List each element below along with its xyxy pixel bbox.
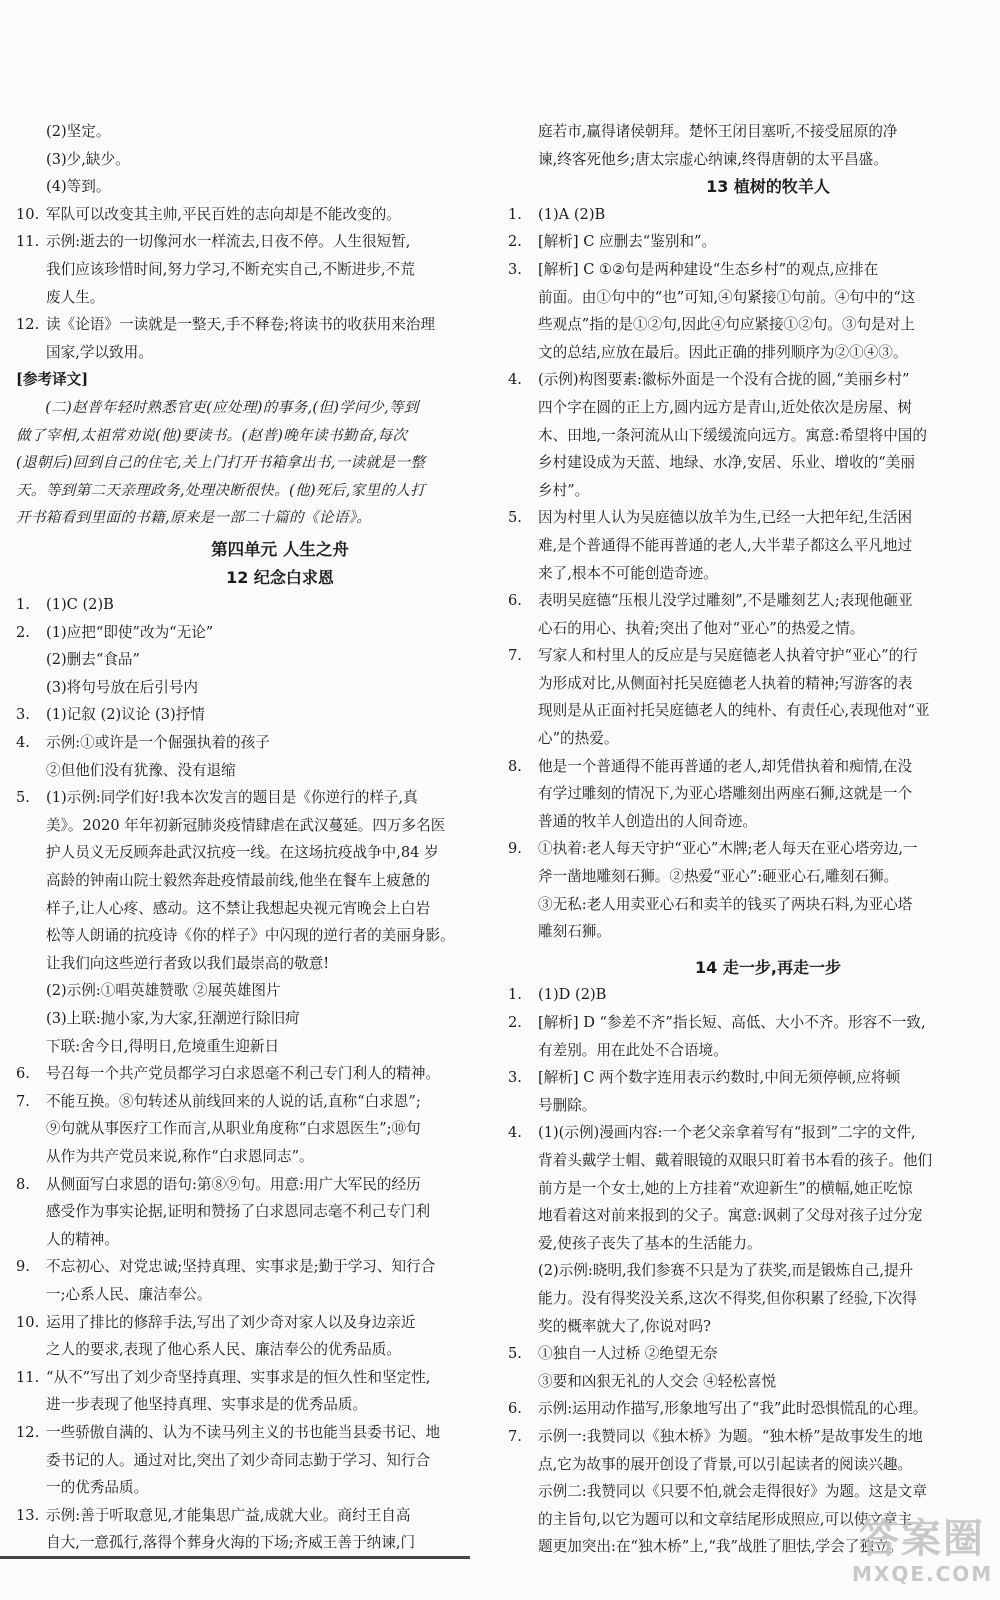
text-line: 点,它为故事的展开创设了背景,可以引起读者的阅读兴趣。 bbox=[538, 1455, 913, 1473]
answer-item bbox=[16, 729, 494, 784]
answer-list-lesson-13 bbox=[508, 201, 978, 946]
text-line: 奖的概率就大了,你说对吗? bbox=[538, 1317, 711, 1335]
text-line: 示例:运用动作描写,形象地写出了“我”此时恐惧慌乱的心理。 bbox=[538, 1400, 928, 1418]
text-line: 一的优秀品质。 bbox=[46, 1479, 149, 1497]
text-line: 自大,一意孤行,落得个葬身火海的下场;齐威王善于纳谏,门 bbox=[46, 1534, 416, 1552]
unit-title: 第四单元 人生之舟 bbox=[211, 539, 349, 559]
answer-list-lesson-12 bbox=[16, 591, 494, 1557]
answer-number: 13. bbox=[16, 1506, 40, 1524]
text-line: 背着头戴学士帽、戴着眼镜的双眼只盯着书本看的孩子。他们 bbox=[538, 1151, 933, 1169]
lesson-12-title: 12 纪念白求恩 bbox=[226, 567, 334, 587]
answer-number: 4. bbox=[508, 371, 522, 389]
answer-item bbox=[508, 256, 978, 366]
text-line: (1)(示例)漫画内容:一个老父亲拿着写有“报到”二字的文件, bbox=[538, 1124, 916, 1142]
answer-item bbox=[508, 1064, 978, 1119]
text-line: 的主旨句,以它为题可以和文章结尾形成照应,可以使文章主 bbox=[538, 1510, 913, 1528]
text-line: 他是一个普通得不能再普通的老人,却凭借执着和痴情,在没 bbox=[538, 757, 913, 775]
answer-item bbox=[508, 642, 978, 752]
answer-item bbox=[16, 228, 494, 311]
watermark-logo bbox=[852, 1516, 992, 1596]
answer-item bbox=[16, 1419, 494, 1502]
answer-number: 1. bbox=[508, 205, 522, 223]
answer-number: 11. bbox=[16, 1368, 40, 1386]
text-line: 谏,终客死他乡;唐太宗虚心纳谏,终得唐朝的太平昌盛。 bbox=[538, 150, 888, 168]
answer-item bbox=[16, 1171, 494, 1254]
text-line: 来了,根本不可能创造奇迹。 bbox=[538, 564, 718, 582]
answer-item bbox=[508, 1340, 978, 1395]
text-line: (1)示例:同学们好!我本次发言的题目是《你逆行的样子,真 bbox=[46, 789, 418, 807]
text-line: 为形成对比,从侧面衬托吴庭德老人执着的精神;写游客的表 bbox=[538, 674, 913, 692]
text-line: ⑨句就从事医疗工作而言,从职业角度称“白求恩医生”;⑩句 bbox=[46, 1120, 421, 1138]
text-line: 前方是一个女士,她的上方挂着“欢迎新生”的横幅,她正吃惊 bbox=[538, 1179, 913, 1197]
answer-item bbox=[16, 201, 494, 229]
answer-number: 8. bbox=[508, 757, 522, 775]
answer-list-lesson-14 bbox=[508, 981, 978, 1560]
answer-number: 10. bbox=[16, 205, 40, 223]
answer-item bbox=[16, 1060, 494, 1088]
lesson-14-title: 14 走一步,再走一步 bbox=[695, 957, 841, 977]
text-line: 乡村建设成为天蓝、地绿、水净,安居、乐业、增收的“美丽 bbox=[538, 454, 915, 472]
answer-item bbox=[16, 311, 494, 366]
answer-item bbox=[16, 1253, 494, 1308]
text-line: 四个字在圆的正上方,圆内远方是青山,近处依次是房屋、树 bbox=[538, 398, 913, 416]
text-line: 我们应该珍惜时间,努力学习,不断充实自己,不断进步,不荒 bbox=[46, 260, 415, 278]
text-line: 文的总结,应放在最后。因此正确的排列顺序为②①④③。 bbox=[538, 343, 908, 361]
text-line: 一;心系人民、廉洁奉公。 bbox=[46, 1285, 212, 1303]
text-line: (2)示例:晓明,我们参赛不只是为了获奖,而是锻炼自己,提升 bbox=[538, 1262, 914, 1280]
text-line: 地看着这对前来报到的父子。寓意:讽刺了父母对孩子过分宠 bbox=[538, 1207, 923, 1225]
text-line: 之人的要求,表现了他心系人民、廉洁奉公的优秀品质。 bbox=[46, 1341, 401, 1359]
answer-number: 6. bbox=[16, 1065, 30, 1083]
text-line: [解析] D “参差不齐”指长短、高低、大小不齐。形容不一致, bbox=[538, 1014, 926, 1031]
right-column bbox=[508, 118, 978, 1561]
text-line: 难,是个普通得不能再普通的老人,大半辈子都这么平凡地过 bbox=[538, 536, 913, 554]
answer-item bbox=[508, 504, 978, 587]
text-line: ③要和凶狠无礼的人交会 ④轻松喜悦 bbox=[538, 1372, 777, 1390]
reference-translation bbox=[16, 394, 494, 532]
answer-number: 1. bbox=[508, 986, 522, 1004]
text-line: 能力。没有得奖没关系,这次不得奖,但你积累了经验,下次得 bbox=[538, 1289, 917, 1307]
answer-number: 5. bbox=[16, 789, 30, 807]
text-line: 题更加突出:在“独木桥”上,“我”战胜了胆怯,学会了独立。 bbox=[538, 1538, 904, 1556]
answer-item bbox=[508, 1009, 978, 1064]
text-line: 有差别。用在此处不合语境。 bbox=[538, 1041, 728, 1059]
text-line: ①独自一人过桥 ②绝望无奈 bbox=[538, 1345, 718, 1363]
translation-line: 开书箱看到里面的书籍,原来是一部二十篇的《论语》。 bbox=[16, 509, 372, 527]
right-top-lines bbox=[508, 118, 978, 173]
text-line: 示例:善于听取意见,才能集思广益,成就大业。商纣王自高 bbox=[46, 1506, 411, 1524]
text-line: (2)坚定。 bbox=[46, 123, 111, 140]
text-line: (2)删去“食品” bbox=[46, 651, 140, 669]
text-line: ③无私:老人用卖亚心石和卖羊的钱买了两块石料,为亚心塔 bbox=[538, 895, 913, 913]
text-line: 读《论语》一读就是一整天,手不释卷;将读书的收获用来治理 bbox=[46, 316, 435, 334]
answer-item bbox=[508, 587, 978, 642]
text-line: (1)应把“即使”改为“无论” bbox=[46, 623, 214, 641]
text-line: 号删除。 bbox=[538, 1096, 597, 1114]
text-line: 样子,让人心疼、感动。这不禁让我想起央视元宵晚会上白岩 bbox=[46, 899, 431, 917]
answer-number: 1. bbox=[16, 596, 30, 614]
text-line: [解析] C 应删去“鉴别和”。 bbox=[538, 233, 717, 251]
text-line: 号召每一个共产党员都学习白求恩毫不利己专门利人的精神。 bbox=[46, 1065, 441, 1083]
text-line: 委书记的人。通过对比,突出了刘少奇同志勤于学习、知行合 bbox=[46, 1451, 431, 1469]
answer-number: 2. bbox=[16, 623, 30, 641]
text-line: (3)将句号放在后引号内 bbox=[46, 678, 199, 696]
text-line: (2)示例:①唱英雄赞歌 ②展英雄图片 bbox=[46, 982, 281, 1000]
lesson-13-title: 13 植树的牧羊人 bbox=[706, 177, 830, 197]
text-line: 些观点”指的是①②句,因此④句应紧接①②句。③句是对上 bbox=[538, 316, 915, 334]
text-line: (1)记叙 (2)议论 (3)抒情 bbox=[46, 706, 205, 724]
text-line: 斧一凿地雕刻石狮。②热爱“亚心”:砸亚心石,雕刻石狮。 bbox=[538, 868, 899, 886]
translation-line: 天。等到第二天亲理政务,处理决断很快。(他)死后,家里的人打 bbox=[16, 481, 426, 499]
text-line: 示例二:我赞同以《只要不怕,就会走得很好》为题。这是文章 bbox=[538, 1483, 927, 1501]
text-line: 示例一:我赞同以《独木桥》为题。“独木桥”是故事发生的地 bbox=[538, 1427, 923, 1445]
answer-item bbox=[508, 366, 978, 504]
answer-number: 7. bbox=[508, 1427, 522, 1445]
answer-number: 3. bbox=[16, 706, 30, 724]
text-line: 庭若市,赢得诸侯朝拜。楚怀王闭目塞听,不接受屈原的净 bbox=[538, 123, 898, 140]
translation-line: 做了宰相,太祖常劝说(他)要读书。(赵普)晚年读书勤奋,每次 bbox=[16, 426, 408, 444]
text-line: 示例:①或许是一个倔强执着的孩子 bbox=[46, 734, 270, 752]
text-line: 一些骄傲自满的、认为不读马列主义的书也能当县委书记、地 bbox=[46, 1423, 441, 1441]
answer-number: 6. bbox=[508, 1400, 522, 1418]
answer-number: 8. bbox=[16, 1175, 30, 1193]
answer-number: 9. bbox=[508, 840, 522, 858]
answer-number: 5. bbox=[508, 509, 522, 527]
answer-item bbox=[16, 1088, 494, 1171]
text-line: 有学过雕刻的情况下,为亚心塔雕刻出两座石狮,这就是一个 bbox=[538, 785, 913, 803]
text-line: (示例)构图要素:徽标外面是一个没有合拢的圆,“美丽乡村” bbox=[538, 371, 910, 389]
answer-number: 10. bbox=[16, 1313, 40, 1331]
answer-number: 12. bbox=[16, 1423, 40, 1441]
text-line: 因为村里人认为吴庭德以放羊为生,已经一大把年纪,生活困 bbox=[538, 509, 913, 527]
text-line: (1)A (2)B bbox=[538, 205, 606, 223]
text-line: 进一步表现了他坚持真理、实事求是的优秀品质。 bbox=[46, 1396, 368, 1414]
text-line: 现则是从正面衬托吴庭德老人的纯朴、有责任心,表现他对“亚 bbox=[538, 702, 930, 720]
text-line: 让我们向这些逆行者致以我们最崇高的敬意! bbox=[46, 954, 330, 972]
text-line: “从不”写出了刘少奇坚持真理、实事求是的恒久性和坚定性, bbox=[46, 1368, 431, 1386]
answer-item bbox=[508, 1395, 978, 1423]
text-line: 护人员义无反顾奔赴武汉抗疫一线。在这场抗疫战争中,84 岁 bbox=[46, 844, 439, 862]
answer-number: 4. bbox=[16, 734, 30, 752]
text-line: (4)等到。 bbox=[46, 178, 111, 196]
text-line: 松等人朗诵的抗疫诗《你的样子》中闪现的逆行者的美丽身影。 bbox=[46, 927, 455, 945]
text-line: 爱,使孩子丧失了基本的生活能力。 bbox=[538, 1234, 762, 1252]
text-line: (1)C (2)B bbox=[46, 596, 114, 614]
text-line: 乡村”。 bbox=[538, 481, 590, 499]
text-line: 人的精神。 bbox=[46, 1230, 119, 1248]
watermark-url: MXQE.COM bbox=[852, 1562, 994, 1586]
text-line: 废人生。 bbox=[46, 288, 105, 306]
watermark-text: 答案圈 bbox=[859, 1516, 985, 1562]
answer-item bbox=[508, 1119, 978, 1340]
left-column bbox=[16, 118, 494, 1557]
text-line: 心”的热爱。 bbox=[538, 730, 619, 748]
answer-item bbox=[508, 201, 978, 229]
answer-item bbox=[16, 1364, 494, 1419]
text-line: 不忘初心、对党忠诚;坚持真理、实事求是;勤于学习、知行合 bbox=[46, 1258, 436, 1276]
text-line: 下联:舍今日,得明日,危境重生迎新日 bbox=[46, 1037, 280, 1055]
answer-number: 7. bbox=[508, 647, 522, 665]
answer-item bbox=[508, 835, 978, 945]
answer-number: 9. bbox=[16, 1258, 30, 1276]
text-line: 感受作为事实论据,证明和赞扬了白求恩同志毫不利己专门利 bbox=[46, 1203, 431, 1221]
answer-number: 12. bbox=[16, 316, 40, 334]
answer-item bbox=[16, 1502, 494, 1557]
text-line: 从作为共产党员来说,称作“白求恩同志”。 bbox=[46, 1147, 314, 1165]
text-line: 示例:逝去的一切像河水一样流去,日夜不停。人生很短暂, bbox=[46, 233, 411, 251]
text-line: [解析] C ①②句是两种建设“生态乡村”的观点,应排在 bbox=[538, 260, 879, 278]
text-line: ①执着:老人每天守护“亚心”木牌;老人每天在亚心塔旁边,一 bbox=[538, 840, 918, 858]
text-line: 从侧面写白求恩的语句:第⑧⑨句。用意:用广大军民的经历 bbox=[46, 1175, 421, 1193]
text-line: 高龄的钟南山院士毅然奔赴疫情最前线,他坐在餐车上疲惫的 bbox=[46, 872, 431, 890]
answer-item bbox=[508, 228, 978, 256]
answer-item bbox=[16, 619, 494, 702]
text-line: 木、田地,一条河流从山下缓缓流向远方。寓意:希望将中国的 bbox=[538, 426, 927, 444]
text-line: [解析] C 两个数字连用表示约数时,中间无须停顿,应将顿 bbox=[538, 1069, 901, 1087]
translation-line: (退朝后)回到自己的住宅,关上门打开书箱拿出书,一读就是一整 bbox=[16, 454, 426, 472]
answer-item bbox=[16, 784, 494, 1060]
answer-item bbox=[508, 981, 978, 1009]
text-line: 表明吴庭德“压根儿没学过雕刻”,不是雕刻艺人;表现他砸亚 bbox=[538, 592, 913, 610]
answer-number: 2. bbox=[508, 233, 522, 251]
text-line: (1)D (2)B bbox=[538, 986, 607, 1004]
text-line: 不能互换。⑧句转述从前线回来的人说的话,直称“白求恩”; bbox=[46, 1092, 421, 1110]
text-line: ②但他们没有犹豫、没有退缩 bbox=[46, 761, 236, 779]
reference-translation-label: [参考译文] bbox=[16, 371, 89, 389]
text-line: 心石的用心、执着;突出了他对“亚心”的热爱之情。 bbox=[538, 619, 865, 637]
answer-number: 7. bbox=[16, 1092, 30, 1110]
text-line: 写家人和村里人的反应是与吴庭德老人执着守护“亚心”的行 bbox=[538, 647, 918, 665]
text-line: 普通的牧羊人创造出的人间奇迹。 bbox=[538, 812, 757, 830]
answer-item bbox=[16, 701, 494, 729]
left-top-lines bbox=[16, 118, 494, 201]
text-line: (3)上联:抛小家,为大家,狂潮逆行除旧疴 bbox=[46, 1010, 300, 1027]
answer-list-a bbox=[16, 201, 494, 367]
answer-item bbox=[16, 591, 494, 619]
text-line: 雕刻石狮。 bbox=[538, 923, 611, 941]
answer-number: 3. bbox=[508, 260, 522, 278]
text-line: 国家,学以致用。 bbox=[46, 343, 153, 361]
text-line: 美》。2020 年年初新冠肺炎疫情肆虐在武汉蔓延。四万多名医 bbox=[46, 816, 446, 834]
answer-number: 3. bbox=[508, 1069, 522, 1087]
answer-number: 4. bbox=[508, 1124, 522, 1142]
text-line: (3)少,缺少。 bbox=[46, 150, 130, 168]
text-line: 运用了排比的修辞手法,写出了刘少奇对家人以及身边亲近 bbox=[46, 1313, 416, 1331]
answer-number: 6. bbox=[508, 592, 522, 610]
answer-item bbox=[16, 1309, 494, 1364]
answer-number: 5. bbox=[508, 1345, 522, 1363]
translation-line: (二)赵普年轻时熟悉官吏(应处理)的事务,(但)学问少,等到 bbox=[45, 398, 419, 416]
answer-number: 11. bbox=[16, 233, 40, 251]
answer-number: 2. bbox=[508, 1014, 522, 1031]
text-line: 军队可以改变其主帅,平民百姓的志向却是不能改变的。 bbox=[46, 205, 401, 223]
bottom-rule bbox=[0, 1556, 470, 1559]
text-line: 前面。由①句中的“也”可知,④句紧接①句前。④句中的“这 bbox=[538, 288, 916, 306]
answer-item bbox=[508, 753, 978, 836]
